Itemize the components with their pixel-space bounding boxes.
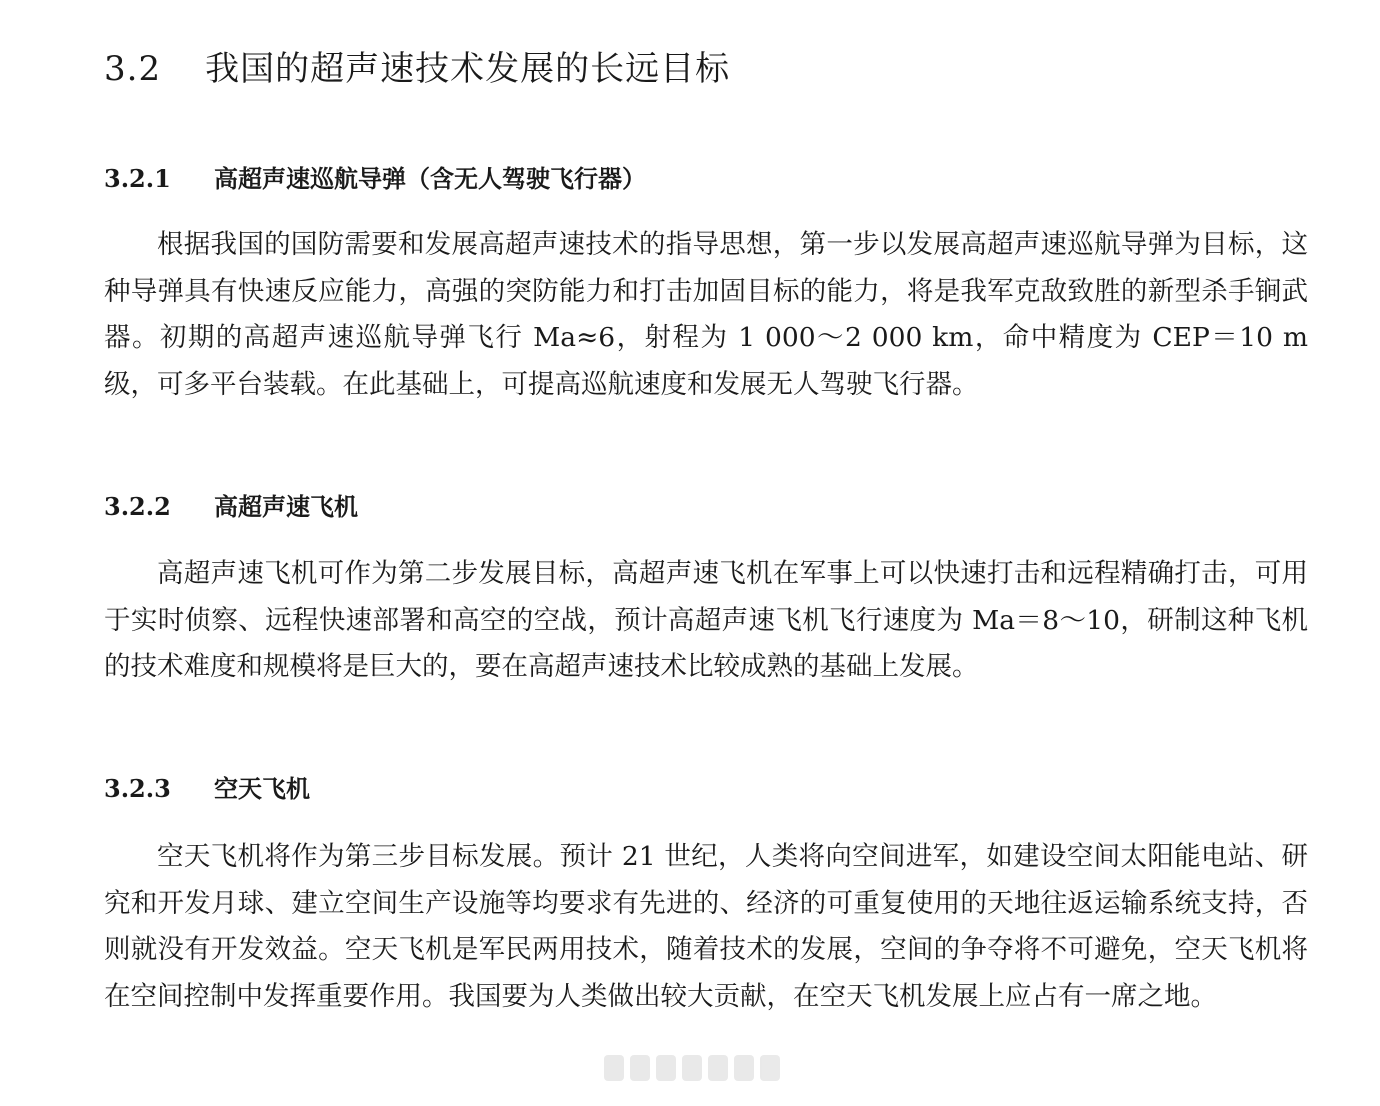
subsection-heading-2 (104, 490, 358, 524)
watermark-logo (604, 1050, 790, 1086)
section-number: 3.2 (104, 49, 162, 89)
section-heading (104, 44, 730, 94)
subsection-title: 高超声速飞机 (214, 492, 358, 521)
subsection-heading-3 (104, 772, 310, 806)
section-title: 我国的超声速技术发展的长远目标 (205, 49, 731, 89)
subsection-title: 空天飞机 (214, 774, 310, 803)
subsection-number: 3.2.2 (104, 492, 171, 521)
subsection-number: 3.2.1 (104, 164, 171, 193)
paragraph-hypersonic-aircraft: 高超声速飞机可作为第二步发展目标，高超声速飞机在军事上可以快速打击和远程精确打击，可用于实时侦察、远程快速部署和高空的空战，预计高超声速飞机飞行速度为 Ma＝8～10，研制这种飞机的技术难度和规模将是巨大的，要在高超声速技术比较成熟的基础上发展。 (104, 558, 1308, 682)
subsection-title: 高超声速巡航导弹（含无人驾驶飞行器） (214, 164, 646, 193)
paragraph-cruise-missile: 根据我国的国防需要和发展高超声速技术的指导思想，第一步以发展高超声速巡航导弹为目标，这种导弹具有快速反应能力，高强的突防能力和打击加固目标的能力，将是我军克敌致胜的新型杀手锏武器。初期的高超声速巡航导弹飞行 Ma≈6，射程为 1 000～2 000 km，命中精度为 CEP＝10 m 级，可多平台装载。在此基础上，可提高巡航速度和发展无人驾驶飞行器。 (104, 229, 1308, 400)
paragraph-aerospace-plane: 空天飞机将作为第三步目标发展。预计 21 世纪，人类将向空间进军，如建设空间太阳能电站、研究和开发月球、建立空间生产设施等均要求有先进的、经济的可重复使用的天地往返运输系统支持，否则就没有开发效益。空天飞机是军民两用技术，随着技术的发展，空间的争夺将不可避免，空天飞机将在空间控制中发挥重要作用。我国要为人类做出较大贡献，在空天飞机发展上应占有一席之地。 (104, 841, 1308, 1012)
subsection-number: 3.2.3 (104, 774, 171, 803)
subsection-heading-1 (104, 162, 646, 196)
